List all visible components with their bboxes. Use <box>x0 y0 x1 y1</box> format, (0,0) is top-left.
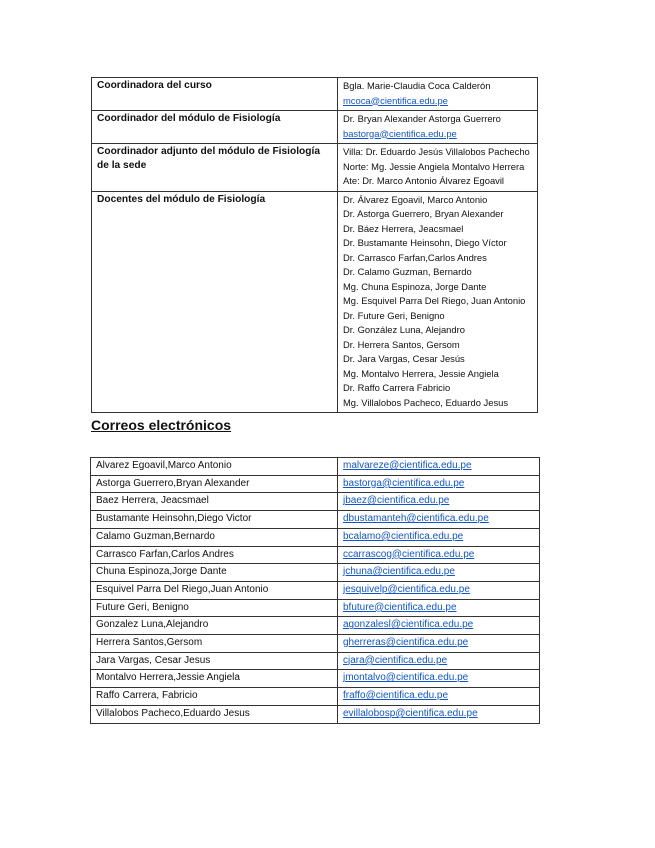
email-link[interactable]: cjara@cientifica.edu.pe <box>343 654 448 666</box>
teacher-name: Future Geri, Benigno <box>91 599 338 617</box>
person-line: Bgla. Marie-Claudia Coca Calderón <box>343 80 491 91</box>
email-cell <box>338 705 540 723</box>
email-link[interactable]: bcalamo@cientifica.edu.pe <box>343 530 464 542</box>
email-link[interactable]: jesquivelp@cientifica.edu.pe <box>343 583 470 595</box>
teacher-name: Gonzalez Luna,Alejandro <box>91 617 338 635</box>
table-row <box>91 705 540 723</box>
role-label: Docentes del módulo de Fisiología <box>92 191 338 413</box>
email-link[interactable]: fraffo@cientifica.edu.pe <box>343 690 449 702</box>
email-link[interactable]: ccarrascog@cientifica.edu.pe <box>343 548 475 560</box>
table-row <box>91 581 540 599</box>
person-line: Dr. Carrasco Farfan,Carlos Andres <box>343 251 487 263</box>
teacher-name: Chuna Espinoza,Jorge Dante <box>91 564 338 582</box>
person-line: Mg. Montalvo Herrera, Jessie Angiela <box>343 367 499 379</box>
section-heading: Correos electrónicos <box>91 417 232 433</box>
teacher-name: Esquivel Parra Del Riego,Juan Antonio <box>91 581 338 599</box>
person-line: Dr. Jara Vargas, Cesar Jesús <box>343 353 465 364</box>
email-link[interactable]: bfuture@cientifica.edu.pe <box>343 601 457 613</box>
teacher-name: Calamo Guzman,Bernardo <box>91 528 338 546</box>
email-link[interactable]: evillalobosp@cientifica.edu.pe <box>343 707 478 719</box>
email-link[interactable]: dbustamanteh@cientifica.edu.pe <box>343 513 489 525</box>
table-row <box>91 546 540 564</box>
email-link[interactable]: gherreras@cientifica.edu.pe <box>343 637 469 649</box>
person-line: Mg. Chuna Espinoza, Jorge Dante <box>343 280 487 292</box>
role-label: Coordinador del módulo de Fisiología <box>92 111 338 144</box>
person-line: Ate: Dr. Marco Antonio Álvarez Egoavil <box>343 175 505 186</box>
email-cell <box>338 564 540 582</box>
email-cell <box>338 528 540 546</box>
teacher-name: Bustamante Heinsohn,Diego Victor <box>91 511 338 529</box>
email-cell <box>338 458 540 476</box>
person-line: Mg. Villalobos Pacheco, Eduardo Jesus <box>343 396 509 408</box>
email-link[interactable]: jbaez@cientifica.edu.pe <box>343 495 450 507</box>
person-line: Villa: Dr. Eduardo Jesús Villalobos Pachecho <box>343 146 530 157</box>
email-cell <box>338 670 540 688</box>
table-row <box>91 511 540 529</box>
person-line: Dr. Astorga Guerrero, Bryan Alexander <box>343 208 504 219</box>
role-value <box>338 78 538 111</box>
table-row <box>91 617 540 635</box>
email-link[interactable]: bastorga@cientifica.edu.pe <box>343 127 457 139</box>
person-line: Norte: Mg. Jessie Angiela Montalvo Herrera <box>343 160 525 172</box>
email-link[interactable]: mcoca@cientifica.edu.pe <box>343 94 448 106</box>
person-line: Mg. Esquivel Parra Del Riego, Juan Antonio <box>343 295 526 306</box>
table-row <box>91 475 540 493</box>
role-label: Coordinadora del curso <box>92 78 338 111</box>
person-line: Dr. Herrera Santos, Gersom <box>343 338 460 350</box>
role-label: Coordinador adjunto del módulo de Fisiología de la sede <box>92 144 338 192</box>
coordination-table <box>91 77 538 413</box>
role-value <box>338 111 538 144</box>
person-line: Dr. Bryan Alexander Astorga Guerrero <box>343 113 501 124</box>
email-cell <box>338 475 540 493</box>
role-value <box>338 144 538 192</box>
email-link[interactable]: agonzalesl@cientifica.edu.pe <box>343 619 474 631</box>
email-link[interactable]: bastorga@cientifica.edu.pe <box>343 477 465 489</box>
email-cell <box>338 599 540 617</box>
table-row <box>91 458 540 476</box>
teacher-name: Herrera Santos,Gersom <box>91 635 338 653</box>
teacher-name: Raffo Carrera, Fabricio <box>91 688 338 706</box>
email-cell <box>338 635 540 653</box>
email-cell <box>338 493 540 511</box>
person-line: Dr. Álvarez Egoavil, Marco Antonio <box>343 193 488 205</box>
email-cell <box>338 581 540 599</box>
table-row <box>91 493 540 511</box>
table-row <box>91 670 540 688</box>
table-row <box>91 635 540 653</box>
table-row <box>92 191 538 413</box>
table-row <box>92 111 538 144</box>
table-row <box>92 78 538 111</box>
email-link[interactable]: jmontalvo@cientifica.edu.pe <box>343 672 469 684</box>
email-link[interactable]: malvareze@cientifica.edu.pe <box>343 460 472 471</box>
teacher-name: Jara Vargas, Cesar Jesus <box>91 652 338 670</box>
teacher-name: Astorga Guerrero,Bryan Alexander <box>91 475 338 493</box>
table-row <box>92 144 538 192</box>
table-row <box>91 652 540 670</box>
person-line: Dr. González Luna, Alejandro <box>343 324 465 335</box>
email-cell <box>338 688 540 706</box>
teacher-name: Alvarez Egoavil,Marco Antonio <box>91 458 338 476</box>
email-cell <box>338 511 540 529</box>
person-line: Dr. Báez Herrera, Jeacsmael <box>343 222 464 234</box>
teacher-name: Carrasco Farfan,Carlos Andres <box>91 546 338 564</box>
teacher-name: Baez Herrera, Jeacsmael <box>91 493 338 511</box>
person-line: Dr. Raffo Carrera Fabricio <box>343 382 451 393</box>
table-row <box>91 564 540 582</box>
email-cell <box>338 617 540 635</box>
role-value <box>338 191 538 413</box>
teacher-name: Villalobos Pacheco,Eduardo Jesus <box>91 705 338 723</box>
teacher-name: Montalvo Herrera,Jessie Angiela <box>91 670 338 688</box>
table-row <box>91 599 540 617</box>
table-row <box>91 528 540 546</box>
person-line: Dr. Calamo Guzman, Bernardo <box>343 266 472 277</box>
email-link[interactable]: jchuna@cientifica.edu.pe <box>343 566 455 578</box>
person-line: Dr. Bustamante Heinsohn, Diego Víctor <box>343 237 507 248</box>
email-cell <box>338 546 540 564</box>
person-line: Dr. Future Geri, Benigno <box>343 309 445 321</box>
table-row <box>91 688 540 706</box>
email-cell <box>338 652 540 670</box>
emails-table <box>90 457 540 724</box>
